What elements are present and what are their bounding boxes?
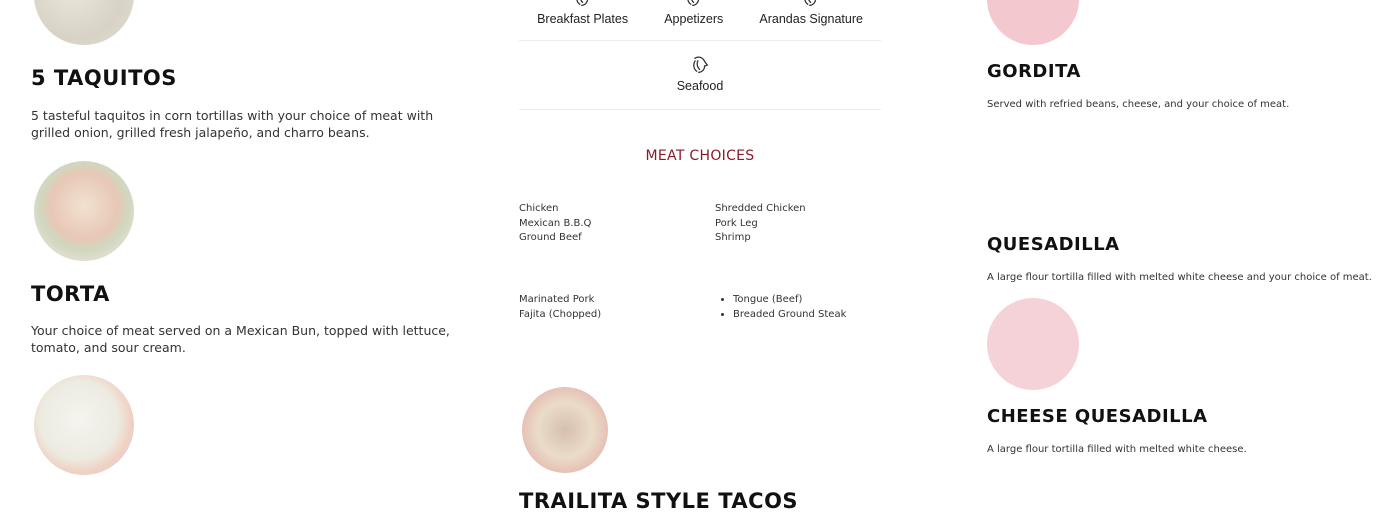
category-nav-row-2 [519, 55, 881, 93]
dish-desc-taquitos: 5 tasteful taquitos in corn tortillas with your choice of meat with grilled onion, grilled fresh jalapeño, and charro beans. [31, 108, 434, 140]
goat-icon [572, 0, 594, 10]
category-label: Breakfast Plates [537, 12, 629, 26]
dish-title-gordita: GORDITA [987, 61, 1081, 82]
gordita-placeholder-image [987, 0, 1079, 45]
tacos-image [522, 387, 608, 473]
dish-title-torta: TORTA [31, 282, 110, 306]
taquitos-image [34, 0, 134, 45]
dish-title-taquitos: 5 TAQUITOS [31, 66, 177, 90]
meat-item: Marinated Pork [519, 294, 595, 305]
meat-item: Ground Beef [519, 232, 582, 243]
dish-desc-torta: Your choice of meat served on a Mexican Bun, topped with lettuce, tomato, and sour cream. [31, 323, 450, 355]
meat-item: Mexican B.B.Q [519, 217, 592, 229]
meat-item: Shrimp [715, 232, 751, 243]
meat-item: Fajita (Chopped) [519, 308, 602, 320]
goat-icon [683, 0, 705, 10]
goat-icon [689, 55, 711, 77]
dish-desc-cheese-quesadilla: A large flour tortilla filled with melted white cheese. [987, 444, 1247, 455]
dish-desc-gordita: Served with refried beans, cheese, and your choice of meat. [987, 99, 1290, 110]
rice-plate-image [34, 375, 134, 475]
category-seafood[interactable] [677, 55, 724, 93]
dish-title-cheese-quesadilla: CHEESE QUESADILLA [987, 406, 1208, 427]
meat-item: Pork Leg [715, 217, 758, 229]
dish-title-trailita-tacos: TRAILITA STYLE TACOS [519, 489, 799, 513]
meat-list-1-right [715, 202, 806, 246]
meat-item: Shredded Chicken [715, 203, 806, 214]
meat-item: • Tongue (Beef) [733, 293, 846, 308]
dish-desc-quesadilla: A large flour tortilla filled with melted white cheese and your choice of meat. [987, 272, 1372, 283]
dish-title-quesadilla: QUESADILLA [987, 234, 1120, 255]
category-appetizers[interactable] [664, 0, 723, 26]
meat-choices-heading: MEAT CHOICES [645, 148, 755, 164]
divider [519, 109, 881, 110]
meat-list-2-left [519, 293, 601, 322]
category-nav-row-1 [519, 0, 881, 26]
category-label: Appetizers [664, 12, 724, 26]
meat-list-2-right [715, 293, 846, 322]
torta-image [34, 161, 134, 261]
category-breakfast-plates[interactable] [537, 0, 628, 26]
cheese-quesadilla-placeholder-image [987, 298, 1079, 390]
meat-list-1-left [519, 202, 591, 246]
meat-item: Chicken [519, 203, 559, 214]
category-arandas-signature[interactable] [759, 0, 863, 26]
category-label: Seafood [676, 79, 724, 93]
meat-item: • Breaded Ground Steak [733, 308, 846, 323]
category-label: Arandas Signature [759, 12, 863, 26]
divider [519, 40, 881, 41]
goat-icon [800, 0, 822, 10]
